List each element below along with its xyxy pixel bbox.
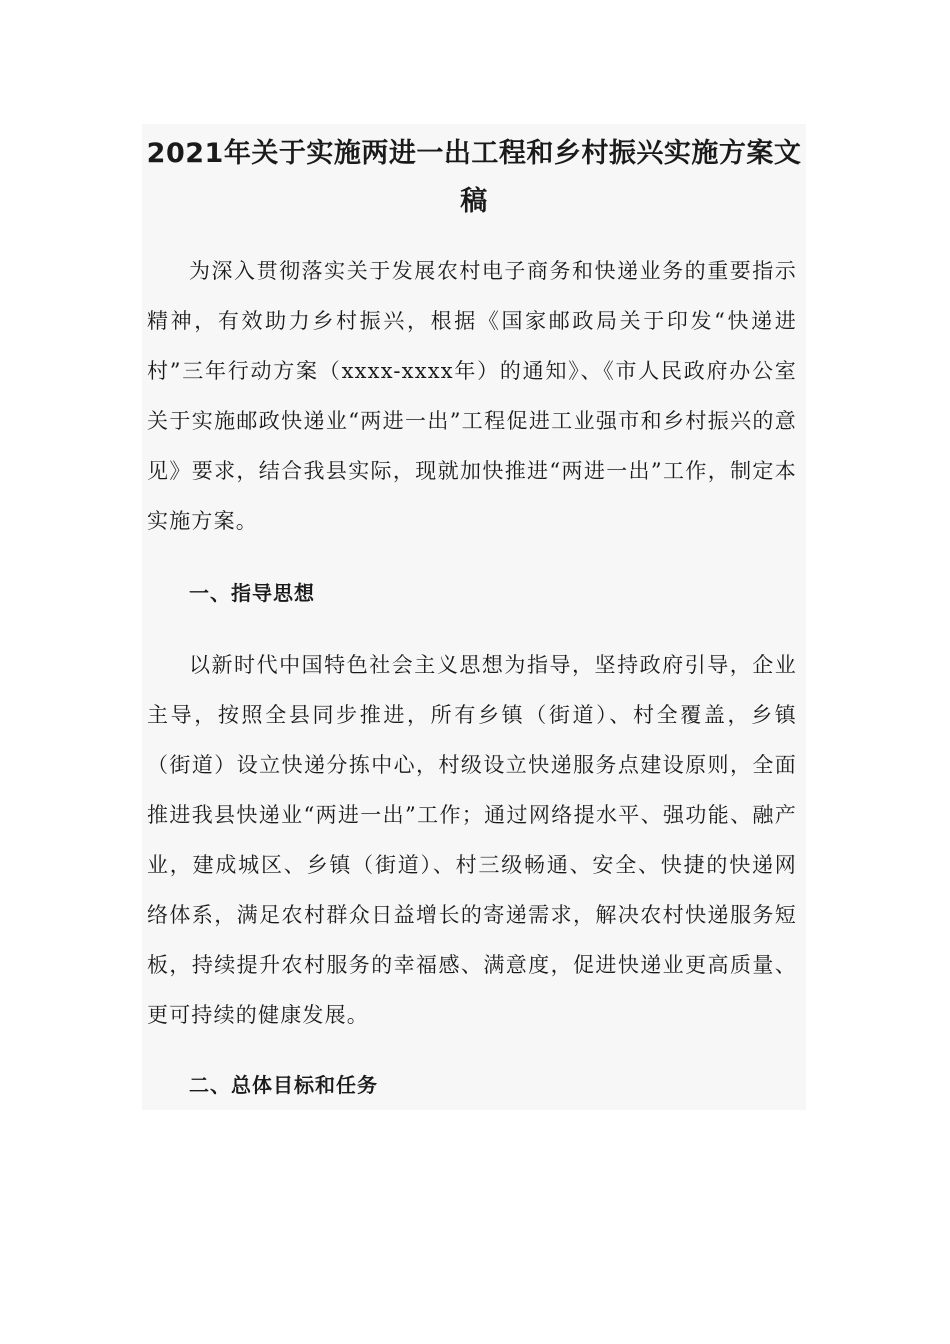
document-title: 2021年关于实施两进一出工程和乡村振兴实施方案文稿 — [146, 138, 802, 217]
guiding-ideology-paragraph: 以新时代中国特色社会主义思想为指导，坚持政府引导，企业主导，按照全县同步推进，所有乡镇（街道）、村全覆盖，乡镇（街道）设立快递分拣中心，村级设立快递服务点建设原则，全面推进我县快递业“两进一出”工作；通过网络提水平、强功能、融产业，建成城区、乡镇（街道）、村三级畅通、安全、快捷的快递网络体系，满足农村群众日益增长的寄递需求，解决农村快递服务短板，持续提升农村服务的幸福感、满意度，促进快递业更高质量、更可持续的健康发展。 — [147, 653, 797, 1027]
section-heading-overall-goals: 二、总体目标和任务 — [189, 1073, 378, 1097]
intro-paragraph: 为深入贯彻落实关于发展农村电子商务和快递业务的重要指示精神，有效助力乡村振兴，根据《国家邮政局关于印发“快递进村”三年行动方案（xxxx-xxxx年）的通知》、《市人民政府办公室关于实施邮政快递业“两进一出”工程促进工业强市和乡村振兴的意见》要求，结合我县实际，现就加快推进“两进一出”工作，制定本实施方案。 — [147, 259, 797, 533]
section-heading-guiding-ideology: 一、指导思想 — [189, 581, 315, 605]
